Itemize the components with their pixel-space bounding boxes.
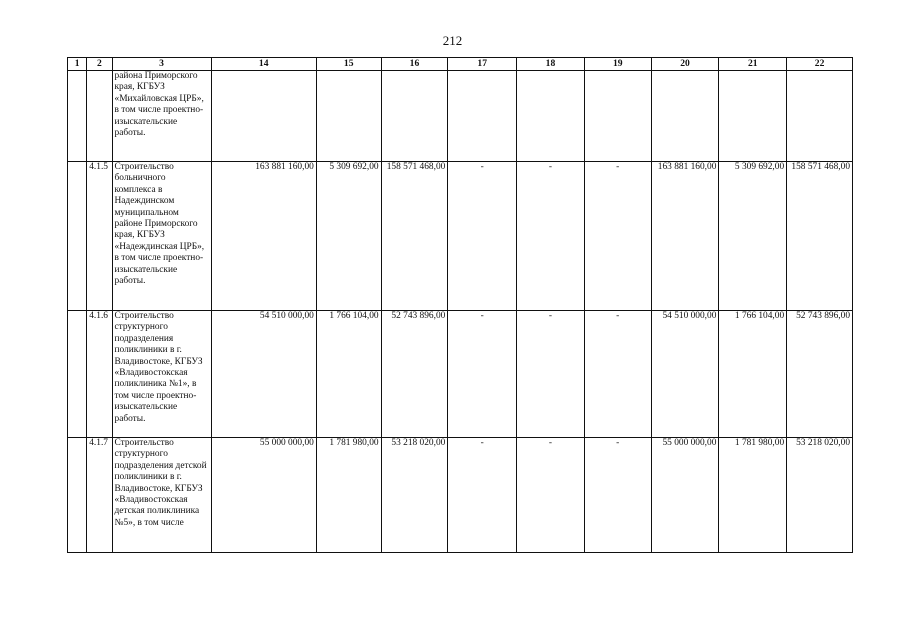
- cell-col-18: -: [517, 438, 585, 553]
- row-index-cell: [68, 311, 87, 438]
- cell-col-17: -: [448, 162, 517, 311]
- row-code: 4.1.7: [87, 438, 112, 553]
- cell-col-21: 1 781 980,00: [719, 438, 787, 553]
- cell-col-18: -: [517, 311, 585, 438]
- cell-col-16: [381, 71, 448, 162]
- row-description: Строительство больничного комплекса в Надеждинском муниципальном районе Приморского края, КГБУЗ «Надеждинская ЦРБ», в том числе проектно-изыскательские работы.: [112, 162, 211, 311]
- cell-col-17: -: [448, 438, 517, 553]
- cell-col-17: [448, 71, 517, 162]
- cell-col-18: [517, 71, 585, 162]
- row-index-cell: [68, 438, 87, 553]
- cell-col-19: -: [584, 162, 651, 311]
- column-header: 17: [448, 58, 517, 71]
- cell-col-18: -: [517, 162, 585, 311]
- budget-table: [67, 57, 853, 553]
- cell-col-22: 52 743 896,00: [787, 311, 853, 438]
- cell-col-20: 55 000 000,00: [651, 438, 719, 553]
- row-description: района Приморского края, КГБУЗ «Михайловская ЦРБ», в том числе проектно-изыскательские работы.: [112, 71, 211, 162]
- row-index-cell: [68, 162, 87, 311]
- page-number: 212: [442, 33, 463, 48]
- table-row: [68, 438, 853, 553]
- column-header: 20: [651, 58, 719, 71]
- cell-col-14: 55 000 000,00: [211, 438, 316, 553]
- header-row: [68, 58, 853, 71]
- row-description: Строительство структурного подразделения детской поликлиники в г. Владивостоке, КГБУЗ «Владивостокская детская поликлиника №5», в том числе: [112, 438, 211, 553]
- column-header: 22: [787, 58, 853, 71]
- column-header: 3: [112, 58, 211, 71]
- column-header: 2: [87, 58, 112, 71]
- column-header: 15: [316, 58, 381, 71]
- table-row: [68, 311, 853, 438]
- column-header: 1: [68, 58, 87, 71]
- cell-col-20: [651, 71, 719, 162]
- cell-col-22: 53 218 020,00: [787, 438, 853, 553]
- row-index-cell: [68, 71, 87, 162]
- table-row: [68, 162, 853, 311]
- row-code: 4.1.6: [87, 311, 112, 438]
- cell-col-16: 53 218 020,00: [381, 438, 448, 553]
- cell-col-15: 1 766 104,00: [316, 311, 381, 438]
- cell-col-21: 1 766 104,00: [719, 311, 787, 438]
- column-header: 14: [211, 58, 316, 71]
- cell-col-16: 158 571 468,00: [381, 162, 448, 311]
- cell-col-20: 163 881 160,00: [651, 162, 719, 311]
- cell-col-22: 158 571 468,00: [787, 162, 853, 311]
- cell-col-14: 54 510 000,00: [211, 311, 316, 438]
- cell-col-16: 52 743 896,00: [381, 311, 448, 438]
- cell-col-15: [316, 71, 381, 162]
- cell-col-15: 1 781 980,00: [316, 438, 381, 553]
- cell-col-14: [211, 71, 316, 162]
- cell-col-21: [719, 71, 787, 162]
- cell-col-22: [787, 71, 853, 162]
- cell-col-19: [584, 71, 651, 162]
- column-header: 19: [584, 58, 651, 71]
- cell-col-19: -: [584, 311, 651, 438]
- cell-col-20: 54 510 000,00: [651, 311, 719, 438]
- column-header: 18: [517, 58, 585, 71]
- row-code: [87, 71, 112, 162]
- cell-col-21: 5 309 692,00: [719, 162, 787, 311]
- cell-col-19: -: [584, 438, 651, 553]
- row-code: 4.1.5: [87, 162, 112, 311]
- cell-col-17: -: [448, 311, 517, 438]
- column-header: 21: [719, 58, 787, 71]
- cell-col-14: 163 881 160,00: [211, 162, 316, 311]
- column-header: 16: [381, 58, 448, 71]
- table-row: [68, 71, 853, 162]
- cell-col-15: 5 309 692,00: [316, 162, 381, 311]
- row-description: Строительство структурного подразделения поликлиники в г. Владивостоке, КГБУЗ «Владивостокская поликлиника №1», в том числе проектно-изыскательские работы.: [112, 311, 211, 438]
